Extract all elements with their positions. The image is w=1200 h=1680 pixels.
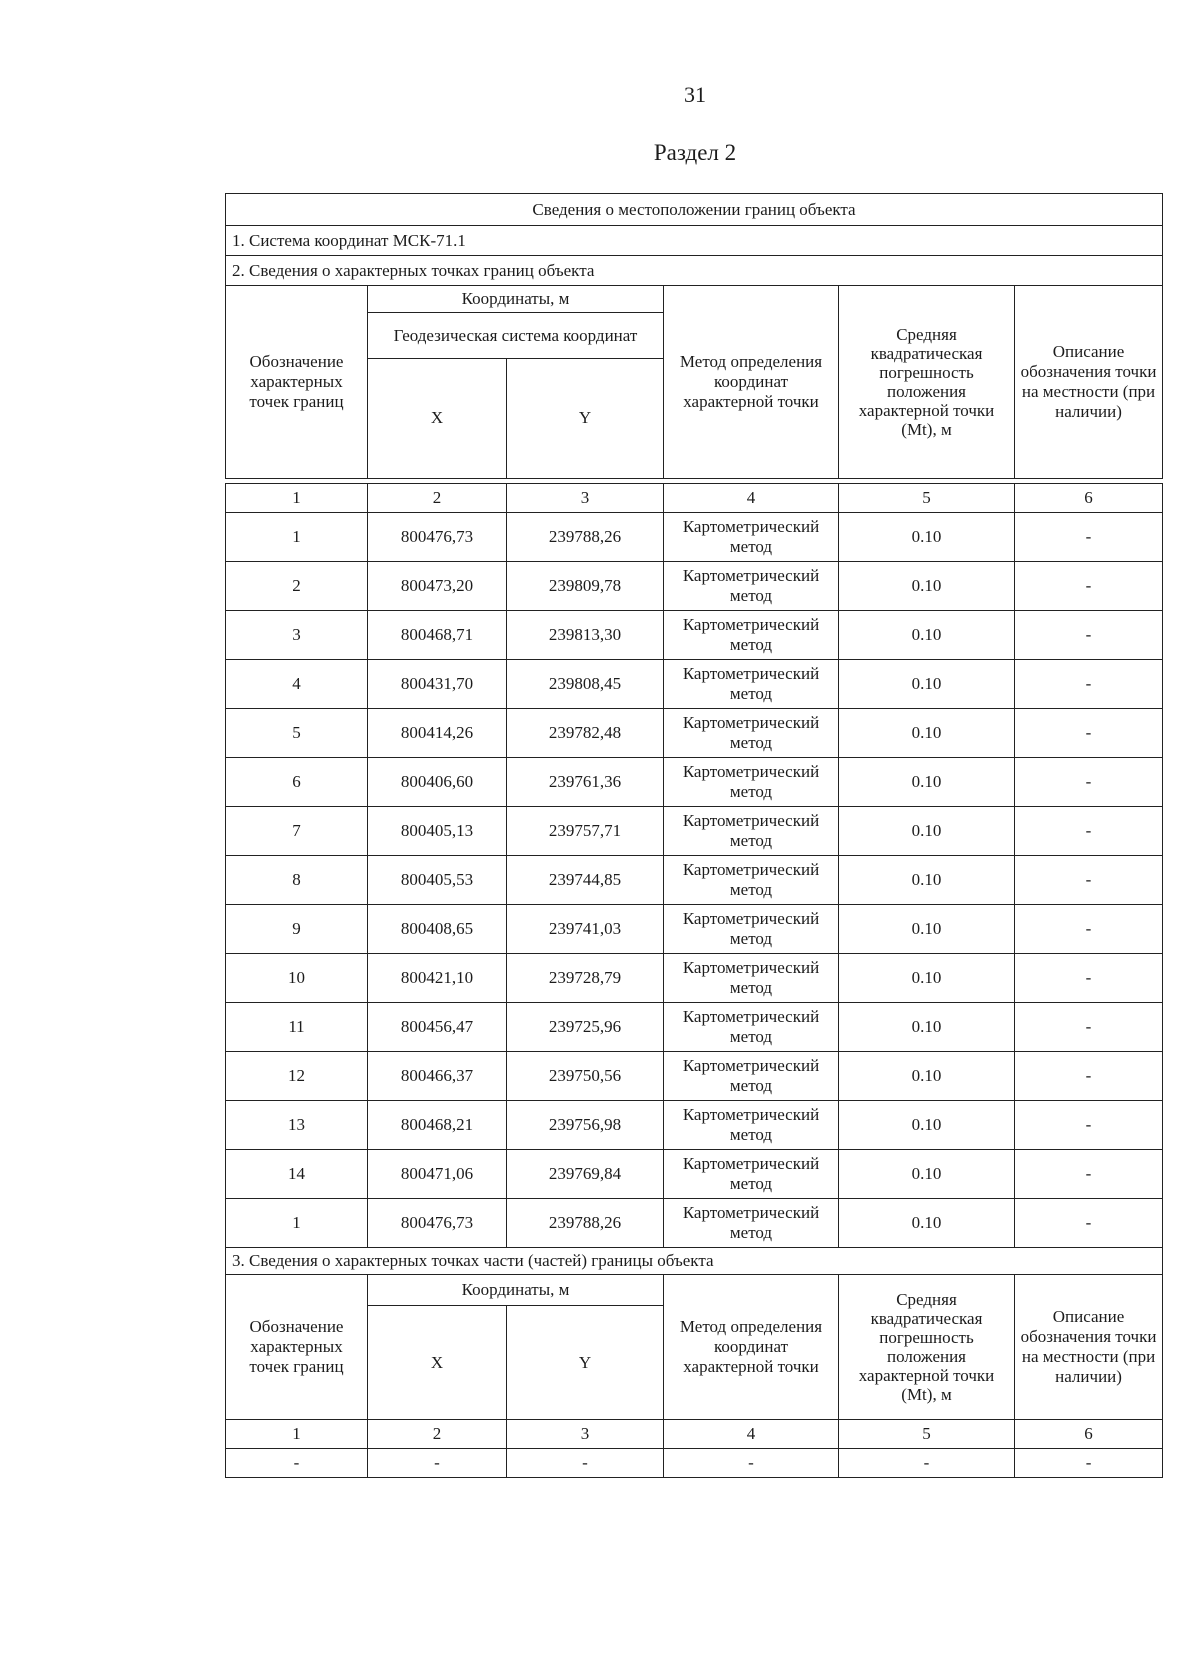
error-value: 0.10 bbox=[839, 513, 1015, 562]
header-x: X bbox=[368, 358, 507, 478]
header-y: Y bbox=[507, 358, 664, 478]
column-number: 6 bbox=[1015, 1420, 1163, 1449]
table-row bbox=[226, 954, 1163, 1003]
error-value: 0.10 bbox=[839, 807, 1015, 856]
table-row bbox=[226, 1101, 1163, 1150]
x-value: 800476,73 bbox=[368, 1199, 507, 1248]
description-value: - bbox=[1015, 562, 1163, 611]
column-number: 1 bbox=[226, 484, 368, 513]
point-number: 14 bbox=[226, 1150, 368, 1199]
table-row bbox=[226, 562, 1163, 611]
point-number: 1 bbox=[226, 513, 368, 562]
x-value: - bbox=[368, 1449, 507, 1478]
error-value: 0.10 bbox=[839, 1199, 1015, 1248]
y-value: 239728,79 bbox=[507, 954, 664, 1003]
coordinate-system: 1. Система координат МСК-71.1 bbox=[226, 226, 1163, 256]
description-value: - bbox=[1015, 709, 1163, 758]
column-number: 2 bbox=[368, 484, 507, 513]
description-value: - bbox=[1015, 1101, 1163, 1150]
error-value: 0.10 bbox=[839, 1003, 1015, 1052]
table-row bbox=[226, 660, 1163, 709]
description-value: - bbox=[1015, 807, 1163, 856]
boundary-points-table bbox=[225, 483, 1163, 1248]
x-value: 800466,37 bbox=[368, 1052, 507, 1101]
x-value: 800421,10 bbox=[368, 954, 507, 1003]
header-x: X bbox=[368, 1306, 507, 1420]
document-body bbox=[225, 193, 1162, 1478]
method-value: Картометрический метод bbox=[664, 1003, 839, 1052]
error-value: 0.10 bbox=[839, 1101, 1015, 1150]
description-value: - bbox=[1015, 954, 1163, 1003]
point-number: 11 bbox=[226, 1003, 368, 1052]
description-value: - bbox=[1015, 513, 1163, 562]
table-caption: Сведения о местоположении границ объекта bbox=[226, 194, 1163, 226]
y-value: 239741,03 bbox=[507, 905, 664, 954]
point-number: 8 bbox=[226, 856, 368, 905]
method-value: Картометрический метод bbox=[664, 758, 839, 807]
method-value: Картометрический метод bbox=[664, 1101, 839, 1150]
header-method: Метод определения координат характерной точки bbox=[664, 1275, 839, 1420]
error-value: 0.10 bbox=[839, 954, 1015, 1003]
method-value: Картометрический метод bbox=[664, 905, 839, 954]
x-value: 800405,13 bbox=[368, 807, 507, 856]
column-number: 5 bbox=[839, 1420, 1015, 1449]
header-point: Обозначение характерных точек границ bbox=[226, 1275, 368, 1420]
description-value: - bbox=[1015, 1199, 1163, 1248]
header-coords: Координаты, м bbox=[368, 286, 664, 313]
y-value: 239788,26 bbox=[507, 1199, 664, 1248]
description-value: - bbox=[1015, 758, 1163, 807]
x-value: 800456,47 bbox=[368, 1003, 507, 1052]
y-value: 239725,96 bbox=[507, 1003, 664, 1052]
method-value: Картометрический метод bbox=[664, 1052, 839, 1101]
method-value: Картометрический метод bbox=[664, 807, 839, 856]
description-value: - bbox=[1015, 611, 1163, 660]
point-number: 6 bbox=[226, 758, 368, 807]
table-row bbox=[226, 1052, 1163, 1101]
description-value: - bbox=[1015, 856, 1163, 905]
x-value: 800476,73 bbox=[368, 513, 507, 562]
points-heading: 2. Сведения о характерных точках границ объекта bbox=[226, 256, 1163, 286]
part-points-heading: 3. Сведения о характерных точках части (частей) границы объекта bbox=[226, 1248, 1163, 1275]
x-value: 800468,21 bbox=[368, 1101, 507, 1150]
header-description: Описание обозначения точки на местности (при наличии) bbox=[1015, 286, 1163, 479]
error-value: 0.10 bbox=[839, 1150, 1015, 1199]
table-row bbox=[226, 1150, 1163, 1199]
point-number: 3 bbox=[226, 611, 368, 660]
x-value: 800468,71 bbox=[368, 611, 507, 660]
method-value: Картометрический метод bbox=[664, 709, 839, 758]
table-row bbox=[226, 807, 1163, 856]
point-number: - bbox=[226, 1449, 368, 1478]
y-value: 239769,84 bbox=[507, 1150, 664, 1199]
column-numbers-row bbox=[226, 484, 1163, 513]
description-value: - bbox=[1015, 1150, 1163, 1199]
column-number: 5 bbox=[839, 484, 1015, 513]
method-value: Картометрический метод bbox=[664, 660, 839, 709]
description-value: - bbox=[1015, 1449, 1163, 1478]
table-row bbox=[226, 1449, 1163, 1478]
table-row bbox=[226, 1003, 1163, 1052]
table-row bbox=[226, 513, 1163, 562]
method-value: Картометрический метод bbox=[664, 1150, 839, 1199]
y-value: 239788,26 bbox=[507, 513, 664, 562]
x-value: 800414,26 bbox=[368, 709, 507, 758]
header-error: Средняя квадратическая погрешность положения характерной точки (Mt), м bbox=[839, 286, 1015, 479]
method-value: Картометрический метод bbox=[664, 1199, 839, 1248]
error-value: 0.10 bbox=[839, 709, 1015, 758]
point-number: 5 bbox=[226, 709, 368, 758]
error-value: 0.10 bbox=[839, 1052, 1015, 1101]
point-number: 13 bbox=[226, 1101, 368, 1150]
description-value: - bbox=[1015, 1003, 1163, 1052]
y-value: 239744,85 bbox=[507, 856, 664, 905]
error-value: - bbox=[839, 1449, 1015, 1478]
description-value: - bbox=[1015, 905, 1163, 954]
column-numbers-row bbox=[226, 1420, 1163, 1449]
error-value: 0.10 bbox=[839, 611, 1015, 660]
description-value: - bbox=[1015, 1052, 1163, 1101]
column-number: 4 bbox=[664, 484, 839, 513]
y-value: 239809,78 bbox=[507, 562, 664, 611]
header-coords: Координаты, м bbox=[368, 1275, 664, 1306]
boundary-table-header bbox=[225, 193, 1163, 479]
y-value: 239761,36 bbox=[507, 758, 664, 807]
x-value: 800405,53 bbox=[368, 856, 507, 905]
error-value: 0.10 bbox=[839, 856, 1015, 905]
error-value: 0.10 bbox=[839, 758, 1015, 807]
point-number: 9 bbox=[226, 905, 368, 954]
section-title: Раздел 2 bbox=[653, 140, 737, 165]
y-value: 239808,45 bbox=[507, 660, 664, 709]
table-row bbox=[226, 709, 1163, 758]
x-value: 800431,70 bbox=[368, 660, 507, 709]
method-value: - bbox=[664, 1449, 839, 1478]
page-number: 31 bbox=[684, 82, 706, 107]
y-value: 239782,48 bbox=[507, 709, 664, 758]
column-number: 1 bbox=[226, 1420, 368, 1449]
y-value: 239757,71 bbox=[507, 807, 664, 856]
error-value: 0.10 bbox=[839, 905, 1015, 954]
header-method: Метод определения координат характерной точки bbox=[664, 286, 839, 479]
point-number: 4 bbox=[226, 660, 368, 709]
x-value: 800471,06 bbox=[368, 1150, 507, 1199]
column-number: 6 bbox=[1015, 484, 1163, 513]
table-row bbox=[226, 856, 1163, 905]
x-value: 800473,20 bbox=[368, 562, 507, 611]
table-row bbox=[226, 905, 1163, 954]
method-value: Картометрический метод bbox=[664, 562, 839, 611]
description-value: - bbox=[1015, 660, 1163, 709]
column-number: 3 bbox=[507, 484, 664, 513]
part-boundary-table bbox=[225, 1247, 1163, 1478]
point-number: 12 bbox=[226, 1052, 368, 1101]
method-value: Картометрический метод bbox=[664, 856, 839, 905]
point-number: 10 bbox=[226, 954, 368, 1003]
y-value: 239756,98 bbox=[507, 1101, 664, 1150]
table-row bbox=[226, 758, 1163, 807]
point-number: 2 bbox=[226, 562, 368, 611]
error-value: 0.10 bbox=[839, 562, 1015, 611]
header-geo-system: Геодезическая система координат bbox=[368, 313, 664, 358]
column-number: 4 bbox=[664, 1420, 839, 1449]
header-point: Обозначение характерных точек границ bbox=[226, 286, 368, 479]
x-value: 800406,60 bbox=[368, 758, 507, 807]
point-number: 7 bbox=[226, 807, 368, 856]
method-value: Картометрический метод bbox=[664, 513, 839, 562]
y-value: 239750,56 bbox=[507, 1052, 664, 1101]
method-value: Картометрический метод bbox=[664, 954, 839, 1003]
x-value: 800408,65 bbox=[368, 905, 507, 954]
header-y: Y bbox=[507, 1306, 664, 1420]
y-value: 239813,30 bbox=[507, 611, 664, 660]
table-row bbox=[226, 611, 1163, 660]
y-value: - bbox=[507, 1449, 664, 1478]
method-value: Картометрический метод bbox=[664, 611, 839, 660]
point-number: 1 bbox=[226, 1199, 368, 1248]
column-number: 2 bbox=[368, 1420, 507, 1449]
header-error: Средняя квадратическая погрешность положения характерной точки (Mt), м bbox=[839, 1275, 1015, 1420]
column-number: 3 bbox=[507, 1420, 664, 1449]
table-row bbox=[226, 1199, 1163, 1248]
header-description: Описание обозначения точки на местности (при наличии) bbox=[1015, 1275, 1163, 1420]
error-value: 0.10 bbox=[839, 660, 1015, 709]
